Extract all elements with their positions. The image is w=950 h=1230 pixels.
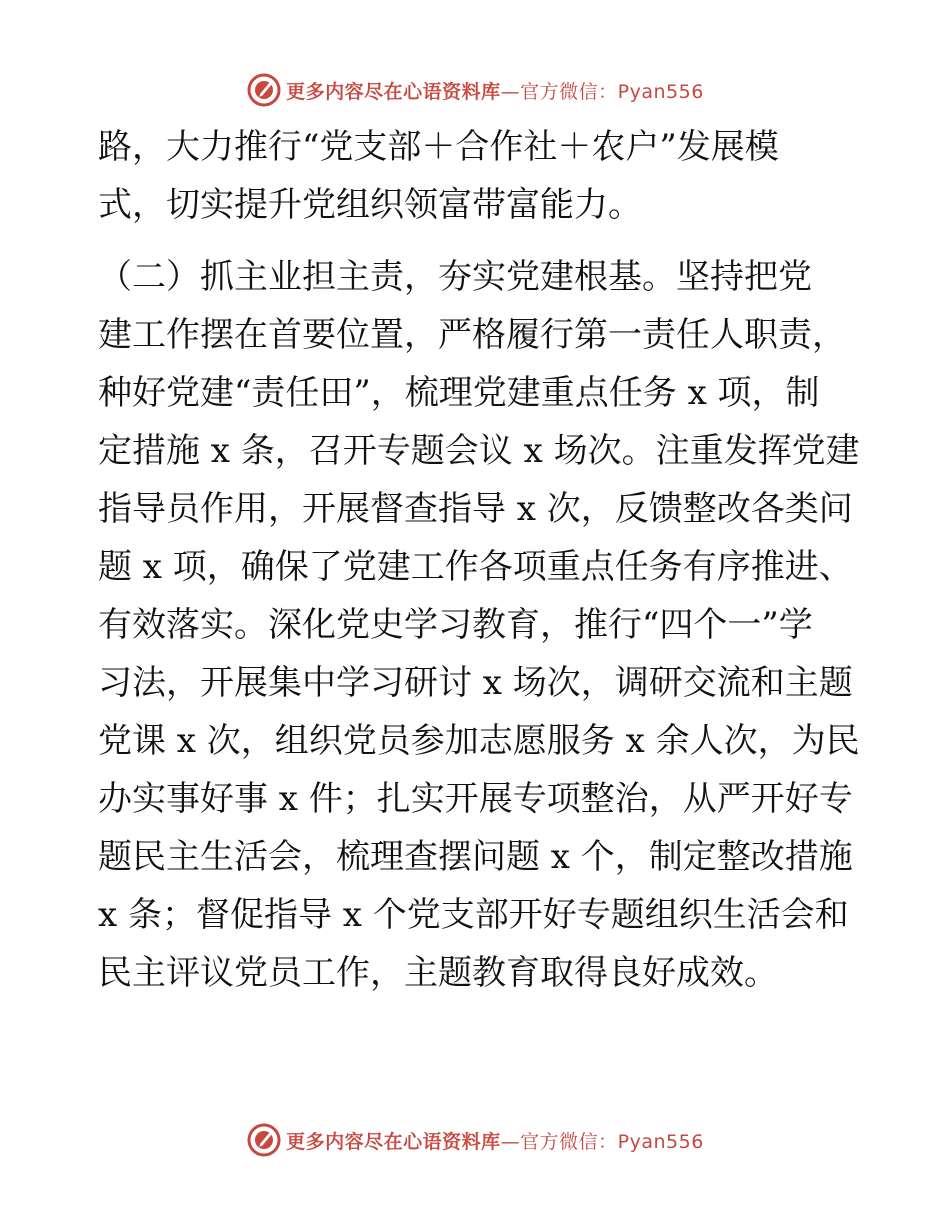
watermark-dash: — xyxy=(500,1130,521,1153)
watermark-suffix: 官方微信：Pyan556 xyxy=(520,1130,704,1153)
paragraph-1 xyxy=(98,118,850,234)
text-line: 习法，开展集中学习研讨 x 场次，调研交流和主题 xyxy=(98,663,853,703)
text-line: 式，切实提升党组织领富带富能力。 xyxy=(98,185,642,225)
logo-icon xyxy=(246,72,282,108)
text-line: x 条；督促指导 x 个党支部开好专题组织生活会和 xyxy=(98,895,849,935)
footer-watermark xyxy=(0,1120,950,1160)
text-line: 有效落实。深化党史学习教育，推行“四个一”学 xyxy=(98,605,813,645)
logo-icon xyxy=(246,1122,282,1158)
text-line: 路，大力推行“党支部＋合作社＋农户”发展模 xyxy=(98,127,779,167)
watermark-dash: — xyxy=(500,80,521,103)
header-watermark xyxy=(0,70,950,110)
text-line: 办实事好事 x 件；扎实开展专项整治，从严开好专 xyxy=(98,779,853,819)
paragraph-2 xyxy=(98,248,860,1002)
text-line: 指导员作用，开展督查指导 x 次，反馈整改各类问 xyxy=(98,489,853,529)
document-body xyxy=(98,118,860,1002)
watermark-main: 更多内容尽在心语资料库 xyxy=(286,80,501,103)
watermark-suffix: 官方微信：Pyan556 xyxy=(520,80,704,103)
text-line: （二）抓主业担主责，夯实党建根基。坚持把党 xyxy=(98,257,812,297)
text-line: 题 x 项，确保了党建工作各项重点任务有序推进、 xyxy=(98,547,853,587)
text-line: 党课 x 次，组织党员参加志愿服务 x 余人次，为民 xyxy=(98,721,860,761)
watermark-text xyxy=(286,1127,704,1154)
text-line: 定措施 x 条，召开专题会议 x 场次。注重发挥党建 xyxy=(98,431,860,471)
text-line: 种好党建“责任田”，梳理党建重点任务 x 项，制 xyxy=(98,373,820,413)
text-line: 题民主生活会，梳理查摆问题 x 个，制定整改措施 xyxy=(98,837,853,877)
text-line: 建工作摆在首要位置，严格履行第一责任人职责， xyxy=(98,315,846,355)
watermark-text xyxy=(286,77,704,104)
watermark-main: 更多内容尽在心语资料库 xyxy=(286,1130,501,1153)
text-line: 民主评议党员工作，主题教育取得良好成效。 xyxy=(98,953,778,993)
